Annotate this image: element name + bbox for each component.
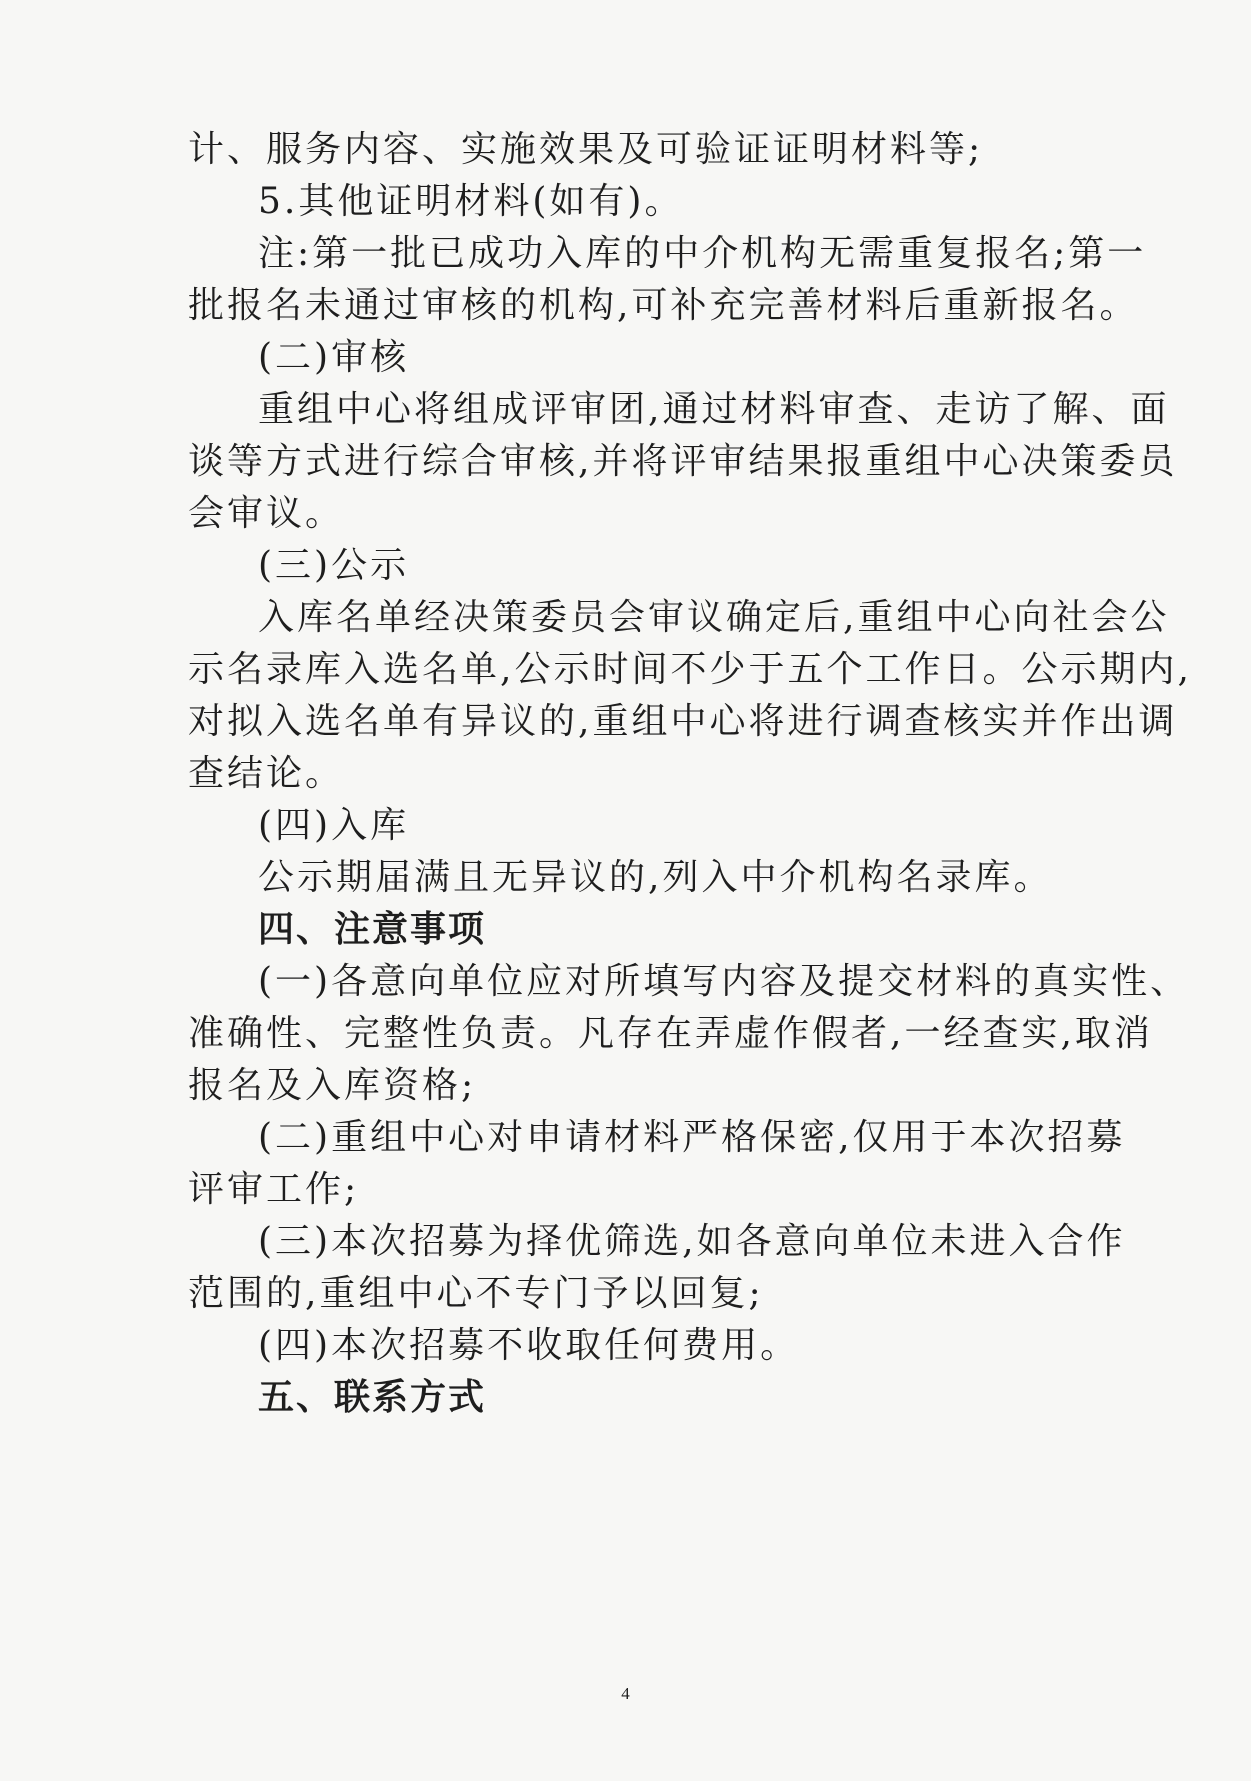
section-heading: 四、注意事项 [258,909,487,950]
subheading: (三)公示 [258,545,410,586]
text-line: 入库名单经决策委员会审议确定后,重组中心向社会公 [258,597,1170,638]
text-line: 5.其他证明材料(如有)。 [258,181,684,222]
text-line: 公示期届满且无异议的,列入中介机构名录库。 [258,857,1053,898]
text-line: 查结论。 [188,753,345,794]
text-line: 范围的,重组中心不专门予以回复; [188,1273,764,1314]
subheading: (二)审核 [258,337,410,378]
text-line: 准确性、完整性负责。凡存在弄虚作假者,一经查实,取消 [188,1013,1153,1054]
text-line: (四)本次招募不收取任何费用。 [258,1325,800,1366]
text-line: 谈等方式进行综合审核,并将评审结果报重组中心决策委员 [188,441,1178,482]
page-number: 4 [621,1684,630,1703]
text-line: 会审议。 [188,493,345,534]
text-line: 评审工作; [188,1169,360,1210]
text-line: 对拟入选名单有异议的,重组中心将进行调查核实并作出调 [188,701,1178,742]
text-line: (一)各意向单位应对所填写内容及提交材料的真实性、 [258,961,1190,1002]
text-line: 注:第一批已成功入库的中介机构无需重复报名;第一 [258,233,1147,274]
subheading: (四)入库 [258,805,410,846]
text-line: 示名录库入选名单,公示时间不少于五个工作日。公示期内, [188,649,1192,690]
text-line: (三)本次招募为择优筛选,如各意向单位未进入合作 [258,1221,1126,1262]
section-heading: 五、联系方式 [258,1377,487,1418]
text-line: (二)重组中心对申请材料严格保密,仅用于本次招募 [258,1117,1126,1158]
text-line: 报名及入库资格; [188,1065,477,1106]
text-line: 计、服务内容、实施效果及可验证证明材料等; [188,129,984,170]
text-line: 批报名未通过审核的机构,可补充完善材料后重新报名。 [188,285,1139,326]
text-line: 重组中心将组成评审团,通过材料审查、走访了解、面 [258,389,1170,430]
